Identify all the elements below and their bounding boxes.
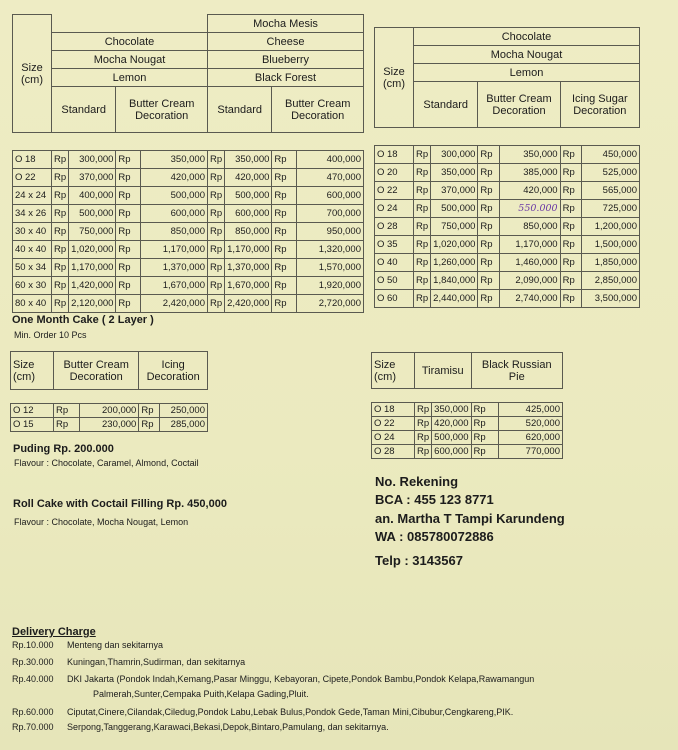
price-cell: 350,000 (225, 151, 272, 169)
currency-cell: Rp (207, 295, 224, 313)
group-header-lemon: Lemon (414, 64, 640, 82)
price-cell: 250,000 (160, 404, 208, 418)
price-cell: 350,000 (432, 403, 471, 417)
currency-cell: Rp (414, 272, 431, 290)
currency-cell: Rp (207, 151, 224, 169)
currency-cell: Rp (560, 200, 581, 218)
price-cell: 850,000 (500, 218, 560, 236)
price-cell: 450,000 (581, 146, 639, 164)
currency-cell: Rp (272, 259, 296, 277)
currency-cell: Rp (478, 254, 500, 272)
currency-cell: Rp (116, 223, 140, 241)
price-cell: 425,000 (499, 403, 563, 417)
currency-cell: Rp (560, 272, 581, 290)
account-name: an. Martha T Tampi Karundeng (375, 511, 565, 526)
price-cell: 1,200,000 (581, 218, 639, 236)
currency-cell: Rp (414, 290, 431, 308)
price-cell: 1,420,000 (69, 277, 116, 295)
currency-cell: Rp (272, 151, 296, 169)
one-month-title: One Month Cake ( 2 Layer ) (12, 314, 154, 326)
table-row (375, 218, 640, 236)
currency-cell: Rp (116, 241, 140, 259)
currency-cell: Rp (207, 277, 224, 295)
currency-cell: Rp (415, 445, 432, 459)
currency-cell: Rp (207, 169, 224, 187)
currency-cell: Rp (478, 272, 500, 290)
currency-cell: Rp (414, 164, 431, 182)
currency-cell: Rp (560, 146, 581, 164)
price-cell: 1,370,000 (225, 259, 272, 277)
price-cell: 420,000 (140, 169, 207, 187)
size-cell: O 24 (372, 431, 415, 445)
size-header: Size (cm) (11, 352, 54, 390)
size-cell: 50 x 34 (13, 259, 52, 277)
currency-cell: Rp (471, 403, 499, 417)
price-cell: 700,000 (296, 205, 363, 223)
price-cell: 600,000 (296, 187, 363, 205)
price-cell: 2,850,000 (581, 272, 639, 290)
size-header: Size (cm) (375, 28, 414, 128)
header-butter-cream: Butter Cream Decoration (54, 352, 139, 390)
delivery-price: Rp.40.000 (12, 674, 54, 684)
currency-cell: Rp (52, 295, 69, 313)
group-header-chocolate: Chocolate (414, 28, 640, 46)
currency-cell: Rp (272, 223, 296, 241)
price-cell: 385,000 (500, 164, 560, 182)
currency-cell: Rp (207, 259, 224, 277)
currency-cell: Rp (560, 182, 581, 200)
table-row (13, 259, 364, 277)
currency-cell: Rp (272, 241, 296, 259)
currency-cell: Rp (52, 151, 69, 169)
table-row (372, 417, 563, 431)
price-cell: 200,000 (79, 404, 138, 418)
cake-price-table-main (12, 14, 364, 313)
currency-cell: Rp (478, 146, 500, 164)
table-row (372, 431, 563, 445)
size-cell: 60 x 30 (13, 277, 52, 295)
size-cell: 34 x 26 (13, 205, 52, 223)
size-header: Size (cm) (372, 353, 415, 389)
one-month-cake-table (10, 351, 208, 432)
price-cell: 1,460,000 (500, 254, 560, 272)
sub-header-butter-cream: Butter Cream Decoration (116, 87, 208, 133)
currency-cell: Rp (478, 218, 500, 236)
currency-cell: Rp (52, 277, 69, 295)
sub-header-standard: Standard (207, 87, 271, 133)
price-cell: 950,000 (296, 223, 363, 241)
table-row (375, 254, 640, 272)
table-row (13, 205, 364, 223)
delivery-areas: Menteng dan sekitarnya (67, 640, 164, 650)
size-cell: O 50 (375, 272, 414, 290)
currency-cell: Rp (116, 259, 140, 277)
price-cell: 770,000 (499, 445, 563, 459)
table-row (13, 295, 364, 313)
sub-header-standard: Standard (414, 82, 478, 128)
price-cell: 3,500,000 (581, 290, 639, 308)
size-header: Size (cm) (13, 15, 52, 133)
price-cell: 600,000 (140, 205, 207, 223)
price-cell: 1,920,000 (296, 277, 363, 295)
delivery-price: Rp.70.000 (12, 722, 54, 732)
price-cell: 1,570,000 (296, 259, 363, 277)
price-cell: 420,000 (432, 417, 471, 431)
currency-cell: Rp (560, 218, 581, 236)
price-cell: 1,500,000 (581, 236, 639, 254)
currency-cell: Rp (116, 169, 140, 187)
price-cell: 2,720,000 (296, 295, 363, 313)
price-cell: 2,740,000 (500, 290, 560, 308)
currency-cell: Rp (414, 236, 431, 254)
group-header-cheese: Cheese (207, 33, 363, 51)
currency-cell: Rp (272, 169, 296, 187)
header-tiramisu: Tiramisu (415, 353, 472, 389)
currency-cell: Rp (54, 404, 80, 418)
price-cell: 850,000 (225, 223, 272, 241)
table-row (13, 151, 364, 169)
telephone-number: Telp : 3143567 (375, 553, 463, 568)
currency-cell: Rp (478, 182, 500, 200)
size-cell: O 22 (13, 169, 52, 187)
currency-cell: Rp (560, 254, 581, 272)
price-cell: 525,000 (581, 164, 639, 182)
whatsapp-number: WA : 085780072886 (375, 529, 494, 544)
delivery-areas: DKI Jakarta (Pondok Indah,Kemang,Pasar Minggu, Kebayoran, Cipete,Pondok Bambu,Pondok Kelapa,Rawamangun (67, 674, 535, 684)
currency-cell: Rp (116, 295, 140, 313)
currency-cell: Rp (207, 241, 224, 259)
currency-cell: Rp (52, 205, 69, 223)
price-cell: 470,000 (296, 169, 363, 187)
price-cell: 750,000 (431, 218, 478, 236)
price-cell: 600,000 (432, 445, 471, 459)
delivery-areas: Kuningan,Thamrin,Sudirman, dan sekitarnya (67, 657, 246, 667)
table-row (375, 200, 640, 218)
price-cell: 1,370,000 (140, 259, 207, 277)
price-cell: 500,000 (69, 205, 116, 223)
sub-header-butter-cream: Butter Cream Decoration (478, 82, 560, 128)
price-cell: 550.000 (500, 200, 560, 218)
delivery-price: Rp.30.000 (12, 657, 54, 667)
price-cell: 370,000 (69, 169, 116, 187)
table-row (375, 272, 640, 290)
table-row (375, 146, 640, 164)
price-cell: 1,670,000 (225, 277, 272, 295)
size-cell: O 22 (375, 182, 414, 200)
size-cell: O 35 (375, 236, 414, 254)
currency-cell: Rp (560, 236, 581, 254)
price-cell: 500,000 (225, 187, 272, 205)
price-cell: 1,170,000 (140, 241, 207, 259)
currency-cell: Rp (116, 187, 140, 205)
currency-cell: Rp (52, 259, 69, 277)
table-row (375, 290, 640, 308)
price-cell: 1,670,000 (140, 277, 207, 295)
currency-cell: Rp (414, 146, 431, 164)
currency-cell: Rp (52, 223, 69, 241)
price-cell: 600,000 (225, 205, 272, 223)
currency-cell: Rp (116, 277, 140, 295)
price-cell: 1,320,000 (296, 241, 363, 259)
table-row (13, 223, 364, 241)
group-header-blueberry: Blueberry (207, 51, 363, 69)
currency-cell: Rp (478, 290, 500, 308)
size-cell: O 28 (375, 218, 414, 236)
price-cell: 400,000 (296, 151, 363, 169)
size-cell: O 15 (11, 418, 54, 432)
currency-cell: Rp (478, 236, 500, 254)
size-cell: O 24 (375, 200, 414, 218)
price-cell: 285,000 (160, 418, 208, 432)
size-cell: O 18 (13, 151, 52, 169)
currency-cell: Rp (272, 277, 296, 295)
currency-cell: Rp (207, 205, 224, 223)
table-row (372, 445, 563, 459)
currency-cell: Rp (560, 164, 581, 182)
currency-cell: Rp (415, 403, 432, 417)
roll-cake-flavour: Flavour : Chocolate, Mocha Nougat, Lemon (14, 517, 189, 527)
price-cell: 1,020,000 (431, 236, 478, 254)
size-cell: O 18 (372, 403, 415, 417)
table-row (13, 241, 364, 259)
puding-flavour: Flavour : Chocolate, Caramel, Almond, Coctail (14, 458, 199, 468)
price-cell: 1,840,000 (431, 272, 478, 290)
price-cell: 850,000 (140, 223, 207, 241)
price-cell: 420,000 (225, 169, 272, 187)
currency-cell: Rp (471, 431, 499, 445)
table-row (11, 418, 208, 432)
price-cell: 300,000 (431, 146, 478, 164)
price-cell: 2,090,000 (500, 272, 560, 290)
header-icing: Icing Decoration (139, 352, 208, 390)
size-cell: 30 x 40 (13, 223, 52, 241)
size-cell: 40 x 40 (13, 241, 52, 259)
currency-cell: Rp (52, 241, 69, 259)
table-row (13, 169, 364, 187)
table-row (11, 404, 208, 418)
group-header-chocolate: Chocolate (52, 33, 208, 51)
group-header-mocha-mesis: Mocha Mesis (207, 15, 363, 33)
group-header-mocha-nougat: Mocha Nougat (52, 51, 208, 69)
group-header-black-forest: Black Forest (207, 69, 363, 87)
price-cell: 1,170,000 (500, 236, 560, 254)
price-cell: 350,000 (500, 146, 560, 164)
price-cell: 350,000 (431, 164, 478, 182)
currency-cell: Rp (414, 182, 431, 200)
price-cell: 500,000 (432, 431, 471, 445)
price-cell: 2,120,000 (69, 295, 116, 313)
currency-cell: Rp (560, 290, 581, 308)
header-black-russian-pie: Black Russian Pie (471, 353, 563, 389)
sub-header-butter-cream: Butter Cream Decoration (272, 87, 364, 133)
table-row (372, 403, 563, 417)
currency-cell: Rp (272, 295, 296, 313)
currency-cell: Rp (116, 205, 140, 223)
price-cell: 500,000 (431, 200, 478, 218)
price-cell: 725,000 (581, 200, 639, 218)
currency-cell: Rp (54, 418, 80, 432)
price-cell: 230,000 (79, 418, 138, 432)
price-cell: 400,000 (69, 187, 116, 205)
price-cell: 2,420,000 (140, 295, 207, 313)
size-cell: O 60 (375, 290, 414, 308)
currency-cell: Rp (139, 418, 160, 432)
price-cell: 1,850,000 (581, 254, 639, 272)
size-cell: O 18 (375, 146, 414, 164)
currency-cell: Rp (471, 417, 499, 431)
currency-cell: Rp (52, 187, 69, 205)
currency-cell: Rp (207, 223, 224, 241)
group-header-mocha-nougat: Mocha Nougat (414, 46, 640, 64)
delivery-title: Delivery Charge (12, 626, 96, 638)
sub-header-icing-sugar: Icing Sugar Decoration (560, 82, 639, 128)
size-cell: 80 x 40 (13, 295, 52, 313)
currency-cell: Rp (414, 218, 431, 236)
price-cell: 500,000 (140, 187, 207, 205)
currency-cell: Rp (52, 169, 69, 187)
currency-cell: Rp (139, 404, 160, 418)
cake-price-table-round (374, 27, 640, 308)
size-cell: O 20 (375, 164, 414, 182)
size-cell: 24 x 24 (13, 187, 52, 205)
delivery-price: Rp.10.000 (12, 640, 54, 650)
price-cell: 1,260,000 (431, 254, 478, 272)
account-title: No. Rekening (375, 474, 459, 489)
price-cell: 2,420,000 (225, 295, 272, 313)
size-cell: O 22 (372, 417, 415, 431)
price-cell: 2,440,000 (431, 290, 478, 308)
size-cell: O 28 (372, 445, 415, 459)
delivery-areas: Serpong,Tanggerang,Karawaci,Bekasi,Depok,Bintaro,Pamulang, dan sekitarnya. (67, 722, 389, 732)
table-row (375, 164, 640, 182)
price-cell: 1,020,000 (69, 241, 116, 259)
table-row (13, 277, 364, 295)
currency-cell: Rp (478, 164, 500, 182)
table-row (375, 236, 640, 254)
currency-cell: Rp (415, 431, 432, 445)
delivery-price: Rp.60.000 (12, 707, 54, 717)
currency-cell: Rp (272, 205, 296, 223)
price-cell: 520,000 (499, 417, 563, 431)
currency-cell: Rp (471, 445, 499, 459)
currency-cell: Rp (272, 187, 296, 205)
delivery-areas: Palmerah,Sunter,Cempaka Puith,Kelapa Gading,Pluit. (93, 689, 309, 699)
sub-header-standard: Standard (52, 87, 116, 133)
group-header-lemon: Lemon (52, 69, 208, 87)
size-cell: O 40 (375, 254, 414, 272)
price-cell: 1,170,000 (225, 241, 272, 259)
price-cell: 370,000 (431, 182, 478, 200)
table-row (375, 182, 640, 200)
currency-cell: Rp (116, 151, 140, 169)
price-cell: 350,000 (140, 151, 207, 169)
currency-cell: Rp (414, 200, 431, 218)
price-cell: 565,000 (581, 182, 639, 200)
bank-account: BCA : 455 123 8771 (375, 492, 494, 507)
currency-cell: Rp (414, 254, 431, 272)
currency-cell: Rp (478, 200, 500, 218)
roll-cake-title: Roll Cake with Coctail Filling Rp. 450,000 (13, 498, 227, 510)
currency-cell: Rp (415, 417, 432, 431)
currency-cell: Rp (207, 187, 224, 205)
price-cell: 300,000 (69, 151, 116, 169)
price-cell: 620,000 (499, 431, 563, 445)
puding-title: Puding Rp. 200.000 (13, 443, 114, 455)
price-cell: 420,000 (500, 182, 560, 200)
one-month-min-order: Min. Order 10 Pcs (14, 330, 87, 340)
table-row (13, 187, 364, 205)
price-cell: 1,170,000 (69, 259, 116, 277)
tiramisu-table (371, 352, 563, 459)
size-cell: O 12 (11, 404, 54, 418)
price-cell: 750,000 (69, 223, 116, 241)
delivery-areas: Ciputat,Cinere,Cilandak,Ciledug,Pondok Labu,Lebak Bulus,Pondok Gede,Taman Mini,Cibubur,Cengkareng,PIK. (67, 707, 514, 717)
